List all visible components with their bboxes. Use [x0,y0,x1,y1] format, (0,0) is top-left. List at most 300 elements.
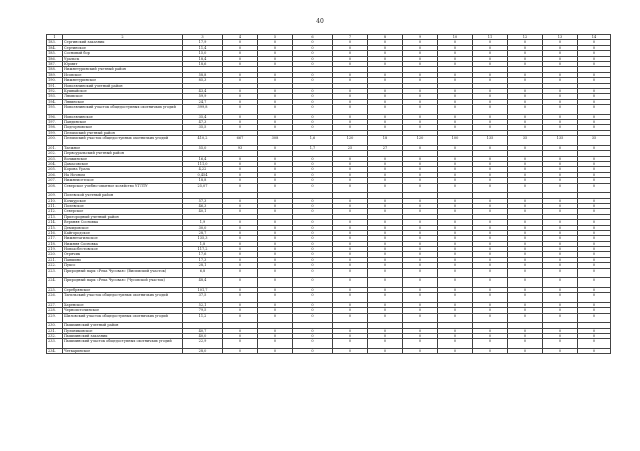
row-index-cell: 186. [47,56,63,61]
value-cell: 0 [223,333,258,338]
value-cell: 120 [333,136,368,146]
value-cell: 0 [508,94,543,99]
area-name-cell: Сертинское [63,45,183,50]
value-cell: 0 [473,328,508,333]
value-cell: 0 [258,198,293,203]
value-cell: 0 [473,339,508,349]
value-cell: 0 [438,241,473,246]
value-cell: 0 [438,252,473,257]
area-name-cell: Пульниковское [63,328,183,333]
value-cell: 0 [578,252,611,257]
row-index-cell: 212. [47,209,63,214]
value-cell: 0 [333,333,368,338]
area-name-cell: Первоуральский учетный район [63,151,183,156]
value-cell: 0 [293,88,333,93]
column-header: 14 [578,35,611,40]
value-cell: 0 [333,198,368,203]
value-cell: 0 [293,220,333,225]
value-cell: 0 [508,172,543,177]
value-cell: 4,22 [183,167,223,172]
value-cell: 0 [403,328,438,333]
value-cell: 0 [368,278,403,288]
value-cell: 0 [578,220,611,225]
value-cell: 0 [293,268,333,278]
area-name-cell: Лямпское [63,94,183,99]
value-cell: 0 [543,198,578,203]
value-cell: 0 [368,99,403,104]
value-cell: 0 [293,302,333,307]
value-cell: 0 [223,220,258,225]
value-cell: 0 [293,241,333,246]
value-cell: 0 [578,51,611,56]
value-cell: 27 [368,145,403,150]
value-cell: 0 [368,72,403,77]
value-cell: 0 [333,328,368,333]
value-cell: 0 [403,257,438,262]
value-cell: 0 [508,263,543,268]
value-cell: 0 [578,278,611,288]
value-cell: 0 [293,287,333,292]
value-cell: 0 [258,172,293,177]
value-cell: 0 [368,203,403,208]
value-cell: 0 [578,313,611,323]
value-cell: 0 [223,99,258,104]
value-cell: 0 [543,287,578,292]
value-cell: 0 [333,72,368,77]
value-cell: 0 [223,293,258,303]
value-cell: 0 [508,72,543,77]
value-cell: 135 [543,136,578,146]
value-cell: 0 [438,230,473,235]
value-cell: 0 [223,88,258,93]
table-row [47,339,611,349]
value-cell: 0 [368,302,403,307]
value-cell: 100 [438,136,473,146]
value-cell: 0 [403,172,438,177]
value-cell: 0 [473,120,508,125]
value-cell: 0 [258,247,293,252]
value-cell: 0 [578,162,611,167]
value-cell: 399,8 [183,105,223,115]
value-cell: 0 [333,230,368,235]
value-cell: 0 [578,328,611,333]
value-cell: 0 [508,348,543,353]
value-cell: 0 [508,247,543,252]
value-cell: 0 [508,257,543,262]
value-cell: 0 [543,348,578,353]
value-cell: 0 [258,156,293,161]
value-cell: 0 [293,78,333,83]
value-cell: 0 [473,278,508,288]
row-index-cell: 185. [47,51,63,56]
value-cell: 0 [223,252,258,257]
row-index-cell: 234. [47,348,63,353]
row-index-cell: 183. [47,40,63,45]
area-name-cell: Пышминский заказник [63,333,183,338]
value-cell: 85,3 [183,78,223,83]
value-cell: 0 [543,125,578,130]
value-cell: 37,5 [183,293,223,303]
value-cell: 0 [293,308,333,313]
value-cell: 0 [368,293,403,303]
value-cell: 0 [258,328,293,333]
value-cell: 0 [473,167,508,172]
value-cell: 0 [258,268,293,278]
value-cell: 0 [543,114,578,119]
value-cell: 0 [578,105,611,115]
row-index-cell: 197. [47,120,63,125]
area-name-cell: Сергинский заказник [63,40,183,45]
row-index-cell: 209. [47,193,63,198]
area-name-cell: Харенское [63,302,183,307]
value-cell: 0 [438,302,473,307]
value-cell: 0 [543,257,578,262]
area-name-cell: Пелымский учетный район [63,130,183,135]
value-cell: 0 [473,162,508,167]
value-cell: 0 [258,220,293,225]
value-cell: 0 [473,348,508,353]
value-cell: 0 [578,99,611,104]
value-cell: 0 [223,257,258,262]
value-cell: 0 [293,236,333,241]
value-cell: 0 [258,78,293,83]
value-cell: 0 [333,105,368,115]
value-cell: 0 [403,348,438,353]
value-cell: 0 [578,183,611,193]
value-cell: 0 [578,178,611,183]
value-cell: 0 [223,308,258,313]
area-name-cell: Нижнетагильское [63,236,183,241]
value-cell: 0 [293,263,333,268]
value-cell: 0 [333,293,368,303]
value-cell: 0 [333,51,368,56]
value-cell: 0 [368,236,403,241]
value-cell: 0 [223,236,258,241]
value-cell: 0 [258,333,293,338]
value-cell: 0 [333,278,368,288]
value-cell: 35,4 [183,114,223,119]
value-cell: 0 [578,225,611,230]
value-cell: 0 [473,257,508,262]
value-cell: 0 [258,313,293,323]
value-cell: 0 [508,328,543,333]
value-cell: 0 [293,125,333,130]
value-cell: 0 [293,167,333,172]
area-name-cell: Пригородный учетный район [63,214,183,219]
value-cell: 0 [333,78,368,83]
value-cell: 0 [333,162,368,167]
value-cell: 0 [508,56,543,61]
value-cell: 0 [438,278,473,288]
page-number: 40 [316,18,324,25]
value-cell: 0 [543,252,578,257]
value-cell: 0 [508,145,543,150]
value-cell: 0 [578,78,611,83]
value-cell: 0 [333,287,368,292]
row-index-cell: 219. [47,247,63,252]
value-cell: 0 [438,348,473,353]
value-cell: 40,0 [183,333,223,338]
value-cell: 0 [578,293,611,303]
value-cell: 0 [473,99,508,104]
value-cell: 0 [368,268,403,278]
value-cell: 0 [438,78,473,83]
value-cell: 0 [438,220,473,225]
area-name-cell: Новолялинский учетный район [63,83,183,88]
value-cell: 0 [293,40,333,45]
value-cell: 0 [333,302,368,307]
value-cell: 0 [368,105,403,115]
value-cell: 0 [403,99,438,104]
value-cell: 0 [578,287,611,292]
value-cell: 0 [578,308,611,313]
value-cell: 0 [333,247,368,252]
value-cell: 0 [403,263,438,268]
value-cell: 0 [473,247,508,252]
value-cell: 0 [578,348,611,353]
value-cell: 0 [368,313,403,323]
value-cell: 0 [403,268,438,278]
value-cell: 0 [438,99,473,104]
value-cell: 28,1 [183,263,223,268]
value-cell: 0 [403,198,438,203]
value-cell: 0 [508,236,543,241]
value-cell: 0 [368,156,403,161]
value-cell: 0 [508,339,543,349]
value-cell: 0 [508,278,543,288]
value-cell: 0 [438,167,473,172]
value-cell: 0 [368,40,403,45]
value-cell: 0 [333,252,368,257]
value-cell: 0 [293,51,333,56]
area-name-cell: Полевское [63,203,183,208]
value-cell: 0 [258,293,293,303]
value-cell: 0 [508,209,543,214]
value-cell: 0 [438,236,473,241]
value-cell: 0 [403,45,438,50]
value-cell: 0 [333,156,368,161]
value-cell: 0 [438,156,473,161]
area-name-cell: Серебрянское [63,287,183,292]
value-cell: 0 [368,225,403,230]
value-cell: 0 [223,72,258,77]
value-cell: 0 [403,293,438,303]
value-cell: 0 [403,278,438,288]
value-cell: 0 [473,230,508,235]
row-index-cell: 216. [47,230,63,235]
area-name-cell: На Ночном [63,172,183,177]
value-cell: 0 [333,56,368,61]
value-cell: 24,7 [183,99,223,104]
row-index-cell: 188. [47,67,63,72]
value-cell: 0 [223,183,258,193]
value-cell: 0 [258,183,293,193]
value-cell: 0 [223,225,258,230]
value-cell: 0 [368,333,403,338]
value-cell: 0 [578,247,611,252]
value-cell: 0 [543,167,578,172]
value-cell: 0 [508,293,543,303]
value-cell: 0 [258,278,293,288]
area-name-cell: Новолялинское [63,114,183,119]
area-name-cell: Кушвайское [63,88,183,93]
value-cell: 0 [258,203,293,208]
value-cell: 0 [578,230,611,235]
value-cell: 0 [543,51,578,56]
value-cell: 0 [438,247,473,252]
value-cell: 0 [333,308,368,313]
value-cell: 0 [473,72,508,77]
value-cell: 11,4 [183,45,223,50]
value-cell: 0 [508,198,543,203]
value-cell: 0 [508,120,543,125]
value-cell: 0 [438,293,473,303]
value-cell: 0 [333,94,368,99]
value-cell: 1,7 [293,145,333,150]
value-cell: 0 [258,125,293,130]
value-cell: 0 [403,247,438,252]
value-cell: 0 [543,172,578,177]
value-cell: 59,9 [183,94,223,99]
value-cell: 0 [438,61,473,66]
value-cell: 0 [403,120,438,125]
value-cell: 0 [403,236,438,241]
value-cell: 0 [578,94,611,99]
value-cell: 0 [258,105,293,115]
value-cell: 0 [368,61,403,66]
value-cell: 101,7 [183,287,223,292]
value-cell: 0 [368,78,403,83]
value-cell: 0 [403,72,438,77]
value-cell: 0 [223,120,258,125]
area-name-cell: Нижняя Сосновка [63,241,183,246]
area-name-cell: Корона Урала [63,167,183,172]
area-name-cell: Природный парк «Река Чусовая» (Чусовской участок) [63,278,183,288]
value-cell: 0 [438,178,473,183]
row-index-cell: 187. [47,61,63,66]
value-cell: 0 [333,40,368,45]
value-cell: 0 [368,247,403,252]
value-cell: 0 [403,252,438,257]
value-cell: 0 [543,78,578,83]
value-cell: 0 [403,225,438,230]
value-cell: 0 [223,209,258,214]
value-cell: 1,9 [183,220,223,225]
value-cell: 28,7 [183,230,223,235]
value-cell: 0 [403,40,438,45]
row-index-cell: 206. [47,172,63,177]
value-cell: 18,8 [183,178,223,183]
value-cell: 0 [368,88,403,93]
value-cell: 0 [543,72,578,77]
value-cell: 0 [258,51,293,56]
value-cell: 0 [508,51,543,56]
value-cell: 18,4 [183,56,223,61]
value-cell: 0 [438,162,473,167]
value-cell: 0 [223,51,258,56]
value-cell: 0 [258,348,293,353]
value-cell: 0 [438,257,473,262]
value-cell: 0 [543,120,578,125]
value-cell: 0 [508,230,543,235]
column-header: 1 [47,35,63,40]
value-cell: 0 [293,333,333,338]
value-cell: 0 [368,162,403,167]
value-cell: 0 [403,178,438,183]
value-cell: 0 [438,94,473,99]
value-cell: 117,2 [183,247,223,252]
value-cell: 0 [368,45,403,50]
area-name-cell: Павшино [63,257,183,262]
value-cell: 0 [473,51,508,56]
value-cell: 0 [293,278,333,288]
value-cell: 0 [293,105,333,115]
data-table [46,34,611,354]
value-cell: 0 [403,105,438,115]
value-cell: 0 [508,287,543,292]
value-cell: 0 [473,302,508,307]
value-cell: 0 [438,172,473,177]
value-cell: 0 [223,94,258,99]
row-index-cell: 232. [47,333,63,338]
value-cell: 0 [333,45,368,50]
value-cell: 0 [578,339,611,349]
value-cell: 0 [508,156,543,161]
value-cell: 0 [293,45,333,50]
value-cell: 308 [258,136,293,146]
value-cell: 47,3 [183,120,223,125]
value-cell: 0 [508,203,543,208]
value-cell: 0 [508,40,543,45]
row-index-cell: 199. [47,130,63,135]
value-cell: 0 [578,145,611,150]
value-cell: 0 [293,209,333,214]
value-cell: 0 [293,72,333,77]
value-cell: 0 [438,308,473,313]
value-cell: 0 [223,230,258,235]
value-cell: 0 [403,94,438,99]
value-cell: 0 [403,209,438,214]
value-cell: 0 [543,339,578,349]
value-cell: 0 [578,72,611,77]
area-name-cell: Кайгородское [63,230,183,235]
value-cell: 0 [258,45,293,50]
value-cell: 0 [543,99,578,104]
value-cell: 0 [543,313,578,323]
value-cell: 0 [508,225,543,230]
value-cell: 48,4 [183,278,223,288]
value-cell: 0 [473,178,508,183]
value-cell: 0 [258,145,293,150]
value-cell: 0 [543,178,578,183]
value-cell: 0 [543,333,578,338]
value-cell: 0 [368,51,403,56]
value-cell: 0 [223,125,258,130]
row-index-cell: 204. [47,162,63,167]
value-cell: 0 [438,72,473,77]
row-index-cell: 221. [47,257,63,262]
value-cell: 0 [508,178,543,183]
value-cell: 410,2 [183,136,223,146]
value-cell: 0 [368,198,403,203]
value-cell: 0 [333,263,368,268]
value-cell: 0 [403,167,438,172]
row-index-cell: 207. [47,178,63,183]
value-cell: 0 [508,105,543,115]
value-cell: 25 [333,145,368,150]
value-cell: 0 [403,156,438,161]
value-cell: 0 [258,241,293,246]
